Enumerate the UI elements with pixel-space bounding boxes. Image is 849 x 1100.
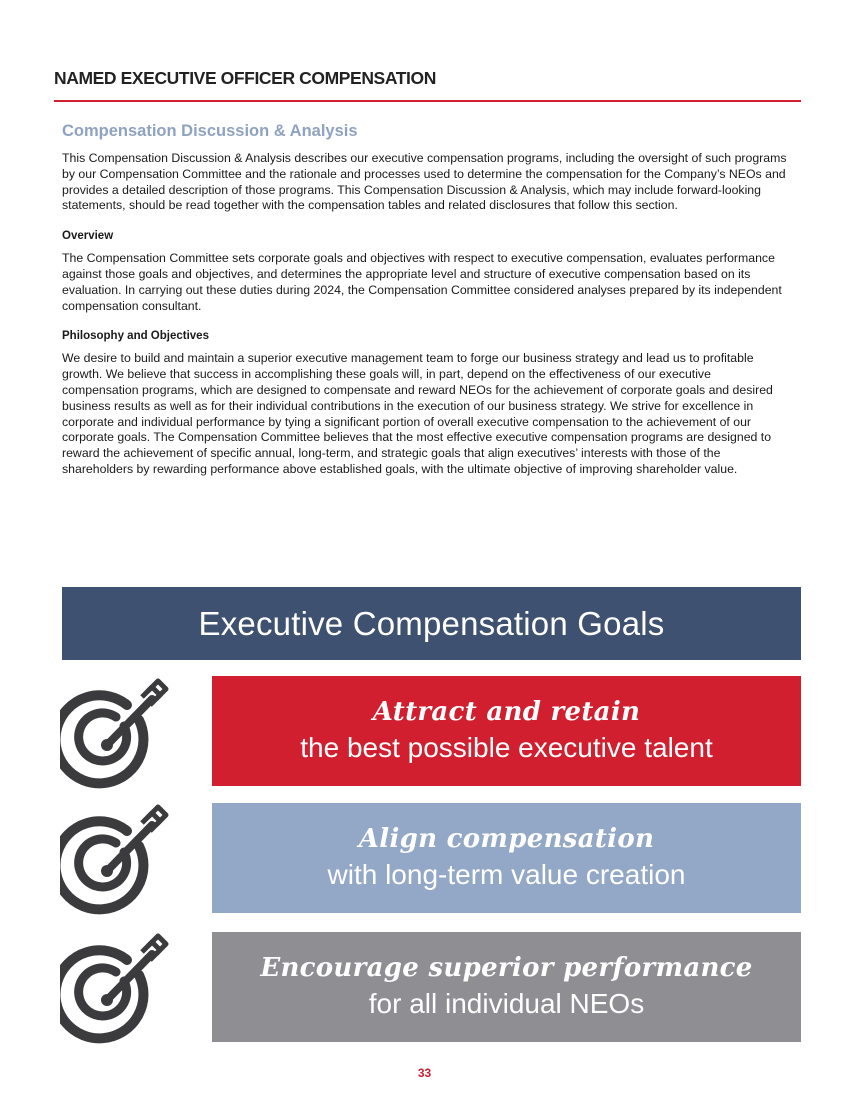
overview-paragraph: The Compensation Committee sets corporate goals and objectives with respect to executive compensation, evaluates performance against those goals and objectives, and determines the appropriate level and structure of executive compensation based on its evaluation. In carrying out these duties during 2024, the Compensation Committee considered analyses prepared by its independent compensation consultant. <box>62 251 782 313</box>
goal-strong-text: Align compensation <box>358 824 655 854</box>
target-arrow-icon <box>60 675 176 791</box>
goal-strong-text: Attract and retain <box>372 697 641 727</box>
goal-sub-text: the best possible executive talent <box>300 732 713 763</box>
goals-banner-title: Executive Compensation Goals <box>198 604 665 642</box>
intro-paragraph: This Compensation Discussion & Analysis describes our executive compensation programs, including the oversight of such programs by our Compensation Committee and the rationale and processes used to determine the compensation for the Company’s NEOs and provides a detailed description of those programs. This Compensation Discussion & Analysis, which may include forward-looking statements, should be read together with the compensation tables and related disclosures that follow this section. <box>62 151 787 213</box>
goals-banner <box>62 587 801 660</box>
overview-heading: Overview <box>62 230 114 243</box>
main-content <box>62 122 790 478</box>
page-number: 33 <box>417 1066 432 1080</box>
section-divider <box>54 100 801 102</box>
goal-strong-text: Encourage superior performance <box>260 953 753 983</box>
target-arrow-icon <box>60 930 176 1046</box>
section-header <box>54 68 800 89</box>
goal-attract-retain <box>212 676 801 786</box>
goal-sub-text: with long-term value creation <box>327 859 686 890</box>
goal-sub-text: for all individual NEOs <box>368 988 645 1019</box>
goal-encourage-performance <box>212 932 801 1042</box>
goal-align-compensation <box>212 803 801 913</box>
section-title: NAMED EXECUTIVE OFFICER COMPENSATION <box>54 68 436 88</box>
page-heading: Compensation Discussion & Analysis <box>62 122 358 140</box>
philosophy-heading: Philosophy and Objectives <box>62 330 209 343</box>
target-arrow-icon <box>60 801 176 917</box>
philosophy-paragraph: We desire to build and maintain a superior executive management team to forge our business strategy and lead us to profitable growth. We believe that success in accomplishing these goals will, in part, depend on the effectiveness of our executive compensation programs, which are designed to compensate and reward NEOs for the achievement of corporate goals and desired business results as well as for their individual contributions in the execution of our business strategy. We strive for excellence in corporate and individual performance by tying a significant portion of overall executive compensation to the achievement of our corporate goals. The Compensation Committee believes that the most effective executive compensation programs are designed to reward the achievement of specific annual, long-term, and strategic goals that align executives’ interests with those of the shareholders by rewarding performance above established goals, with the ultimate objective of improving shareholder value. <box>62 351 773 476</box>
